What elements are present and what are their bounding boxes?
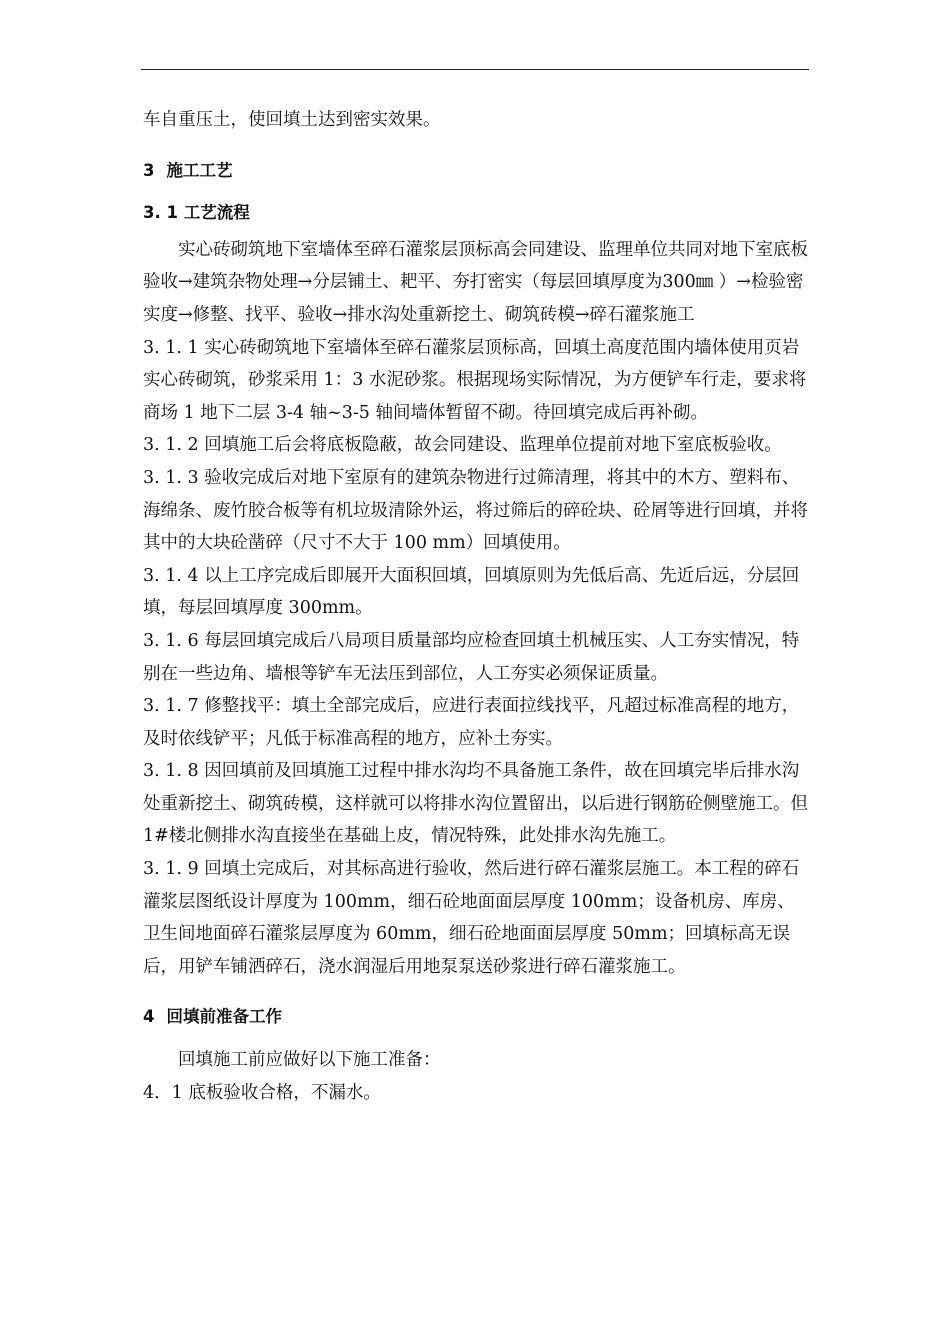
section-3-heading	[143, 155, 811, 188]
section-4-heading	[143, 1001, 811, 1034]
section-3-title: 施工工艺	[166, 160, 233, 180]
item-3-1-1: 3. 1. 1 实心砖砌筑地下室墙体至碎石灌浆层顶标高，回填土高度范围内墙体使用页岩实心砖砌筑，砂浆采用 1：3 水泥砂浆。根据现场实际情况，为方便铲车行走，要求将商场 1 地下二层 3-4 轴~3-5 轴间墙体暂留不砌。待回填完成后再补砌。	[143, 337, 807, 423]
intro-line: 车自重压土，使回填土达到密实效果。	[143, 110, 441, 130]
item-3-1-9: 3. 1. 9 回填土完成后，对其标高进行验收，然后进行碎石灌浆层施工。本工程的碎石灌浆层图纸设计厚度为 100mm，细石砼地面面层厚度 100mm；设备机房、库房、卫生间地面碎石灌浆层厚度为 60mm，细石砼地面面层厚度 50mm；回填标高无误后，用铲车铺洒碎石，浇水润湿后用地泵泵送砂浆进行碎石灌浆施工。	[143, 859, 800, 977]
item-3-1-4: 3. 1. 4 以上工序完成后即展开大面积回填，回填原则为先低后高、先近后远，分层回填，每层回填厚度 300mm。	[143, 565, 800, 619]
item-3-1-7: 3. 1. 7 修整找平：填土全部完成后，应进行表面拉线找平，凡超过标准高程的地方，及时依线铲平；凡低于标准高程的地方，应补土夯实。	[143, 696, 800, 749]
item-4-1: 4．1 底板验收合格，不漏水。	[143, 1082, 381, 1103]
item-3-1-2: 3. 1. 2 回填施工后会将底板隐蔽，故会同建设、监理单位提前对地下室底板验收。	[143, 435, 782, 456]
section-3-number: 3	[143, 160, 155, 180]
flow-paragraph: 实心砖砌筑地下室墙体至碎石灌浆层顶标高会同建设、监理单位共同对地下室底板验收→建筑杂物处理→分层铺土、耙平、夯打密实（每层回填厚度为300㎜ ）→检验密实度→修整、找平、验收→排水沟处重新挖土、砌筑砖模→碎石灌浆施工	[143, 239, 808, 325]
item-3-1-8: 3. 1. 8 因回填前及回填施工过程中排水沟均不具备施工条件，故在回填完毕后排水沟处重新挖土、砌筑砖模，这样就可以将排水沟位置留出，以后进行钢筋砼侧壁施工。但 1#楼北侧排水沟直接坐在基础上皮，情况特殊，此处排水沟先施工。	[143, 761, 808, 847]
document-body	[143, 104, 811, 1109]
section-4-number: 4	[143, 1007, 155, 1027]
header-rule	[141, 69, 809, 70]
section-4-title: 回填前准备工作	[166, 1007, 282, 1027]
section-3-1-heading: 3. 1 工艺流程	[143, 203, 250, 223]
item-3-1-3: 3. 1. 3 验收完成后对地下室原有的建筑杂物进行过筛清理，将其中的木方、塑料布、海绵条、废竹胶合板等有机垃圾清除外运，将过筛后的碎砼块、砼屑等进行回填，并将其中的大块砼凿碎（尺寸不大于 100 mm）回填使用。	[143, 467, 808, 554]
section-4-intro: 回填施工前应做好以下施工准备：	[178, 1050, 441, 1071]
item-3-1-6: 3. 1. 6 每层回填完成后八局项目质量部均应检查回填土机械压实、人工夯实情况，特别在一些边角、墙根等铲车无法压到部位，人工夯实必须保证质量。	[143, 630, 800, 684]
